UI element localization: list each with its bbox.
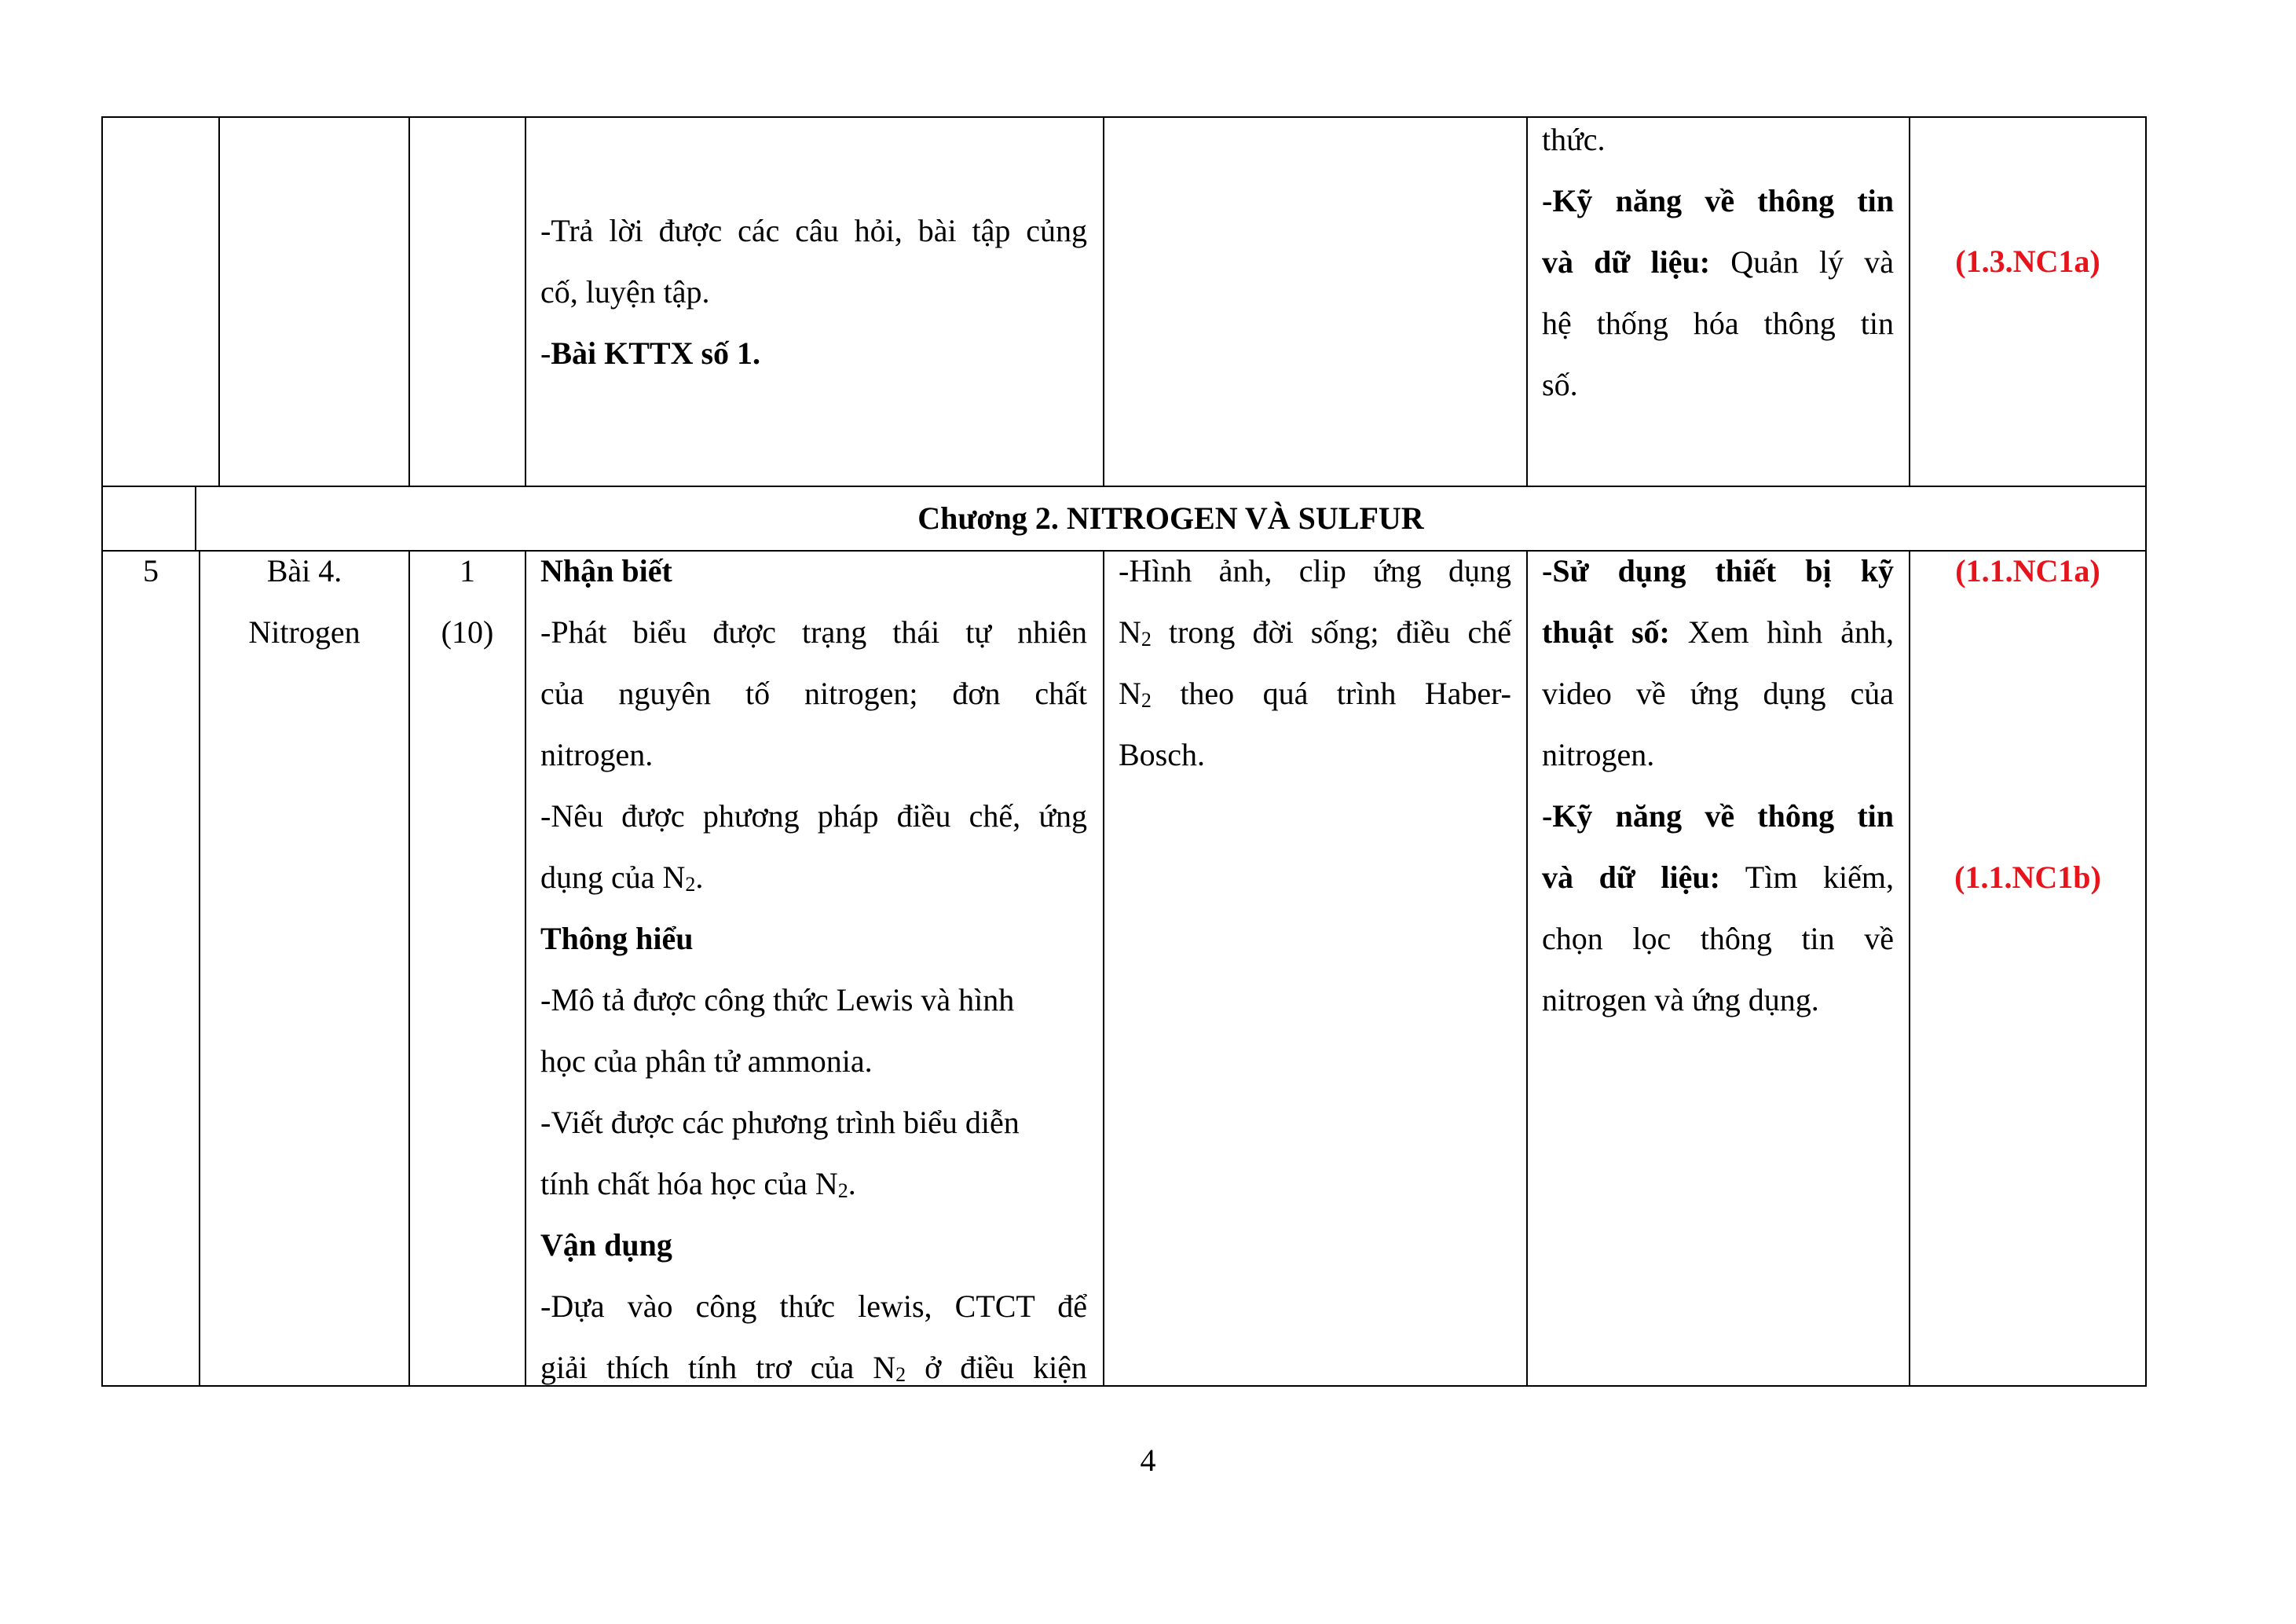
material-line: -Hình ảnh, clip ứng dụng <box>1119 553 1511 588</box>
digital-skill-label: và dữ liệu: <box>1542 860 1720 895</box>
material-line <box>1119 602 1511 663</box>
col-divider-top-3 <box>525 116 526 487</box>
col-divider-top-1 <box>218 116 220 487</box>
digital-skill-title: -Kỹ năng về thông tin <box>1542 183 1894 218</box>
objectives-cell <box>540 541 1087 1385</box>
subscript: 2 <box>1141 628 1152 651</box>
top-competency-code: (1.3.NC1a) <box>1955 244 2100 279</box>
objective-text: giải thích tính trơ của N <box>540 1350 896 1385</box>
objective-line: -Phát biểu được trạng thái tự nhiên <box>540 614 1087 650</box>
objective-text: tính chất hóa học của N <box>540 1166 838 1201</box>
digital-skill-line: hệ thống hóa thông tin <box>1542 306 1894 341</box>
digital-skill-line: video về ứng dụng của <box>1542 676 1894 711</box>
objective-line: nitrogen. <box>540 737 654 772</box>
materials-cell <box>1119 541 1511 786</box>
material-text: trong đời sống; điều chế <box>1151 614 1511 650</box>
digital-skill-line <box>1542 232 1894 293</box>
col-divider-top-2 <box>408 116 410 487</box>
row-index: 5 <box>143 553 159 588</box>
col-divider-bottom-2 <box>408 550 410 1387</box>
digital-skill-line <box>1542 847 1894 908</box>
table-left-border <box>101 116 103 1387</box>
digital-skill-line: số. <box>1542 367 1578 402</box>
material-text: N <box>1119 676 1141 711</box>
objective-heading-understand: Thông hiểu <box>540 921 694 956</box>
objective-text: dụng của N <box>540 860 686 895</box>
col-divider-top-6 <box>1909 116 1910 487</box>
material-line: Bosch. <box>1119 737 1205 772</box>
competency-code-1: (1.1.NC1a) <box>1955 553 2100 588</box>
objective-text: . <box>848 1166 856 1201</box>
objective-line <box>540 847 1087 908</box>
page-number: 4 <box>1140 1443 1156 1478</box>
top-objective-line: cố, luyện tập. <box>540 274 710 310</box>
competency-code-2: (1.1.NC1b) <box>1954 860 2101 895</box>
digital-skill-title: -Sử dụng thiết bị kỹ <box>1542 553 1894 588</box>
objective-line: -Mô tả được công thức Lewis và hình <box>540 982 1015 1017</box>
digital-skill-line: nitrogen và ứng dụng. <box>1542 982 1819 1017</box>
table-right-border <box>2145 116 2147 1387</box>
digital-skill-line: chọn lọc thông tin về <box>1542 921 1894 956</box>
periods-number: (10) <box>441 614 494 650</box>
lesson-name-cell <box>200 541 408 663</box>
objective-line: -Dựa vào công thức lewis, CTCT để <box>540 1289 1087 1324</box>
digital-skill-tail: thức. <box>1542 122 1606 157</box>
subscript: 2 <box>837 1179 848 1202</box>
col-divider-bottom-4 <box>1103 550 1104 1387</box>
material-line <box>1119 663 1511 724</box>
top-digital-skill-cell <box>1542 109 1894 416</box>
subscript: 2 <box>685 873 696 896</box>
material-text: theo quá trình Haber- <box>1151 676 1511 711</box>
objective-line: học của phân tử ammonia. <box>540 1043 873 1079</box>
lesson-name-line: Bài 4. <box>266 553 342 588</box>
objective-text: . <box>695 860 704 895</box>
col-divider-bottom-3 <box>525 550 526 1387</box>
digital-competency-cell <box>1542 541 1894 1031</box>
subscript: 2 <box>1141 689 1152 712</box>
top-objective-test <box>540 323 1087 384</box>
digital-skill-title: -Kỹ năng về thông tin <box>1542 798 1894 834</box>
col-divider-bottom-5 <box>1526 550 1528 1387</box>
periods-count: 1 <box>460 553 475 588</box>
objective-line: -Viết được các phương trình biểu diễn <box>540 1105 1020 1140</box>
objective-line <box>540 1153 1087 1215</box>
digital-skill-line: nitrogen. <box>1542 737 1655 772</box>
objective-line <box>540 1337 1087 1385</box>
digital-skill-text: Tìm kiếm, <box>1719 860 1894 895</box>
top-objective-line: -Trả lời được các câu hỏi, bài tập củng <box>540 213 1087 248</box>
col-divider-bottom-6 <box>1909 550 1910 1387</box>
objective-heading-recognize: Nhận biết <box>540 553 672 588</box>
digital-skill-text: Xem hình ảnh, <box>1669 614 1894 650</box>
digital-skill-text: Quản lý và <box>1710 244 1894 280</box>
lesson-name-line: Nitrogen <box>248 614 361 650</box>
col-divider-top-4 <box>1103 116 1104 487</box>
chapter-heading: Chương 2. NITROGEN VÀ SULFUR <box>917 500 1424 536</box>
top-objective-dash: - <box>540 335 551 371</box>
material-text: N <box>1119 614 1141 650</box>
top-objectives-cell <box>540 200 1087 384</box>
col-divider-top-5 <box>1526 116 1528 487</box>
digital-skill-label: và dữ liệu: <box>1542 244 1711 280</box>
objective-line: của nguyên tố nitrogen; đơn chất <box>540 676 1087 711</box>
digital-skill-label: thuật số: <box>1542 614 1670 650</box>
periods-cell <box>410 541 525 663</box>
subscript: 2 <box>895 1363 906 1385</box>
objective-line: -Nêu được phương pháp điều chế, ứng <box>540 798 1087 834</box>
objective-text: ở điều kiện <box>906 1350 1087 1385</box>
col-divider-bottom-1 <box>199 550 200 1387</box>
top-objective-test-label: Bài KTTX số 1. <box>551 335 761 371</box>
digital-skill-line <box>1542 602 1894 663</box>
objective-heading-apply: Vận dụng <box>540 1227 672 1263</box>
